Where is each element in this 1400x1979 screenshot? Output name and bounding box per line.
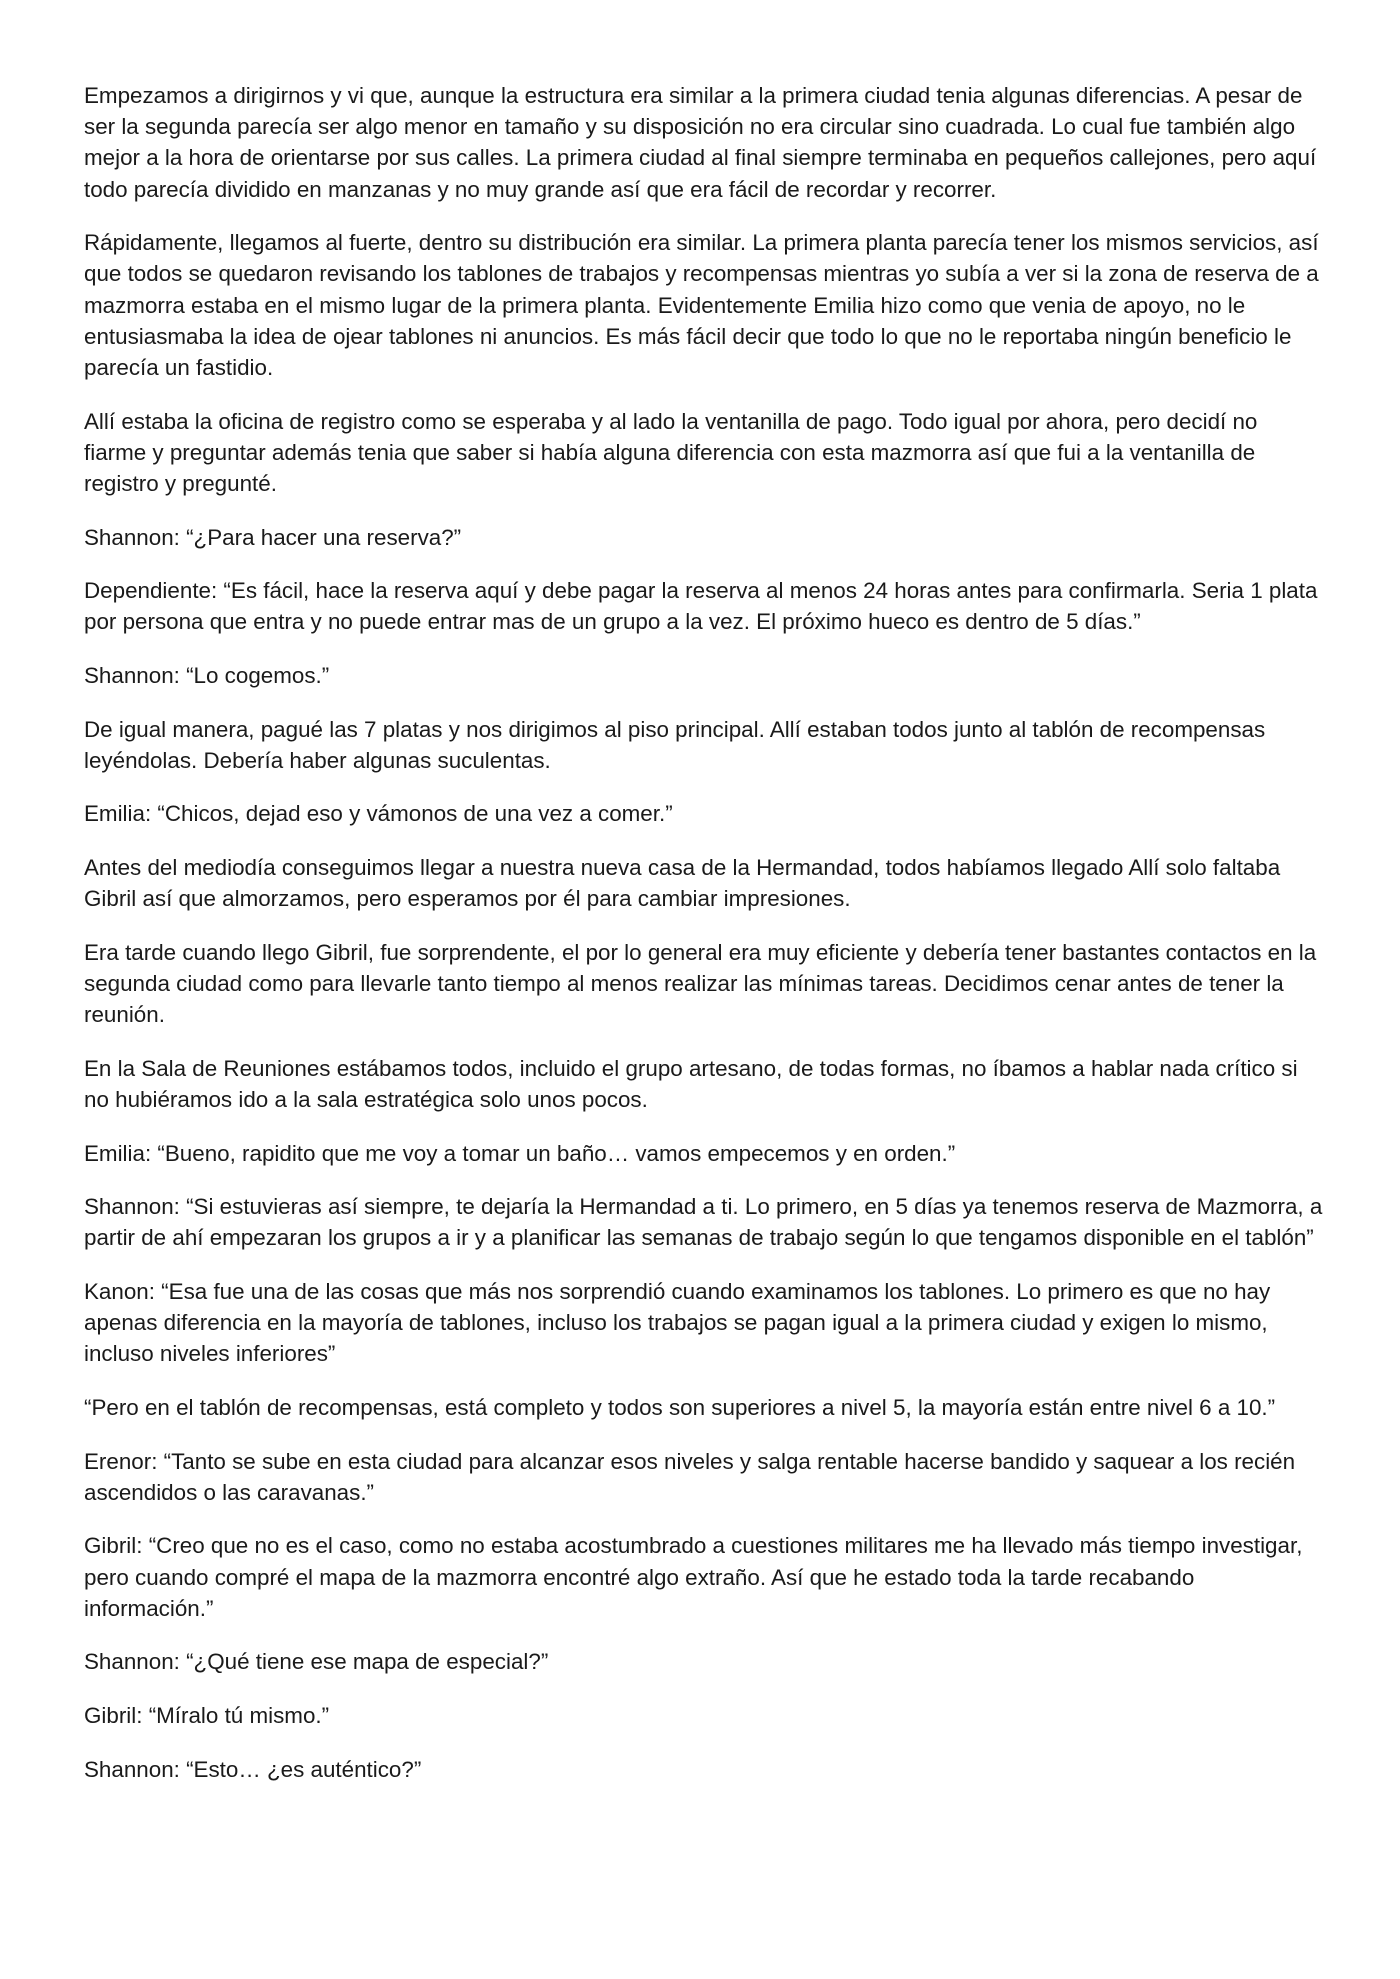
paragraph-3: Allí estaba la oficina de registro como se esperaba y al lado la ventanilla de pago. Todo igual por ahora, pero decidí no fiarme y preguntar además tenia que saber si había alguna diferencia con esta mazmorra así que fui a la ventanilla de registro y pregunté. <box>84 408 1258 497</box>
dialogue-shannon-cogemos: Shannon: “Lo cogemos.” <box>84 663 330 688</box>
dialogue-shannon-autentico: Shannon: “Esto… ¿es auténtico?” <box>84 1756 422 1782</box>
dialogue-shannon-especial: Shannon: “¿Qué tiene ese mapa de especial?” <box>84 1649 549 1675</box>
dialogue-emilia-comer: Emilia: “Chicos, dejad eso y vámonos de una vez a comer.” <box>84 801 673 827</box>
dialogue-shannon-hermandad: Shannon: “Si estuvieras así siempre, te dejaría la Hermandad a ti. Lo primero, en 5 días ya tenemos reserva de Mazmorra, a partir de ahí empezaran los grupos a ir y a planificar las semanas de trabajo según lo que tengamos disponible en el tablón” <box>84 1194 1323 1251</box>
paragraph-11: En la Sala de Reuniones estábamos todos, incluido el grupo artesano, de todas formas, no íbamos a hablar nada crítico si no hubiéramos ido a la sala estratégica solo unos pocos. <box>84 1055 1298 1112</box>
dialogue-dependiente: Dependiente: “Es fácil, hace la reserva aquí y debe pagar la reserva al menos 24 horas antes para confirmarla. Seria 1 plata por persona que entra y no puede entrar mas de un grupo a la vez. El próximo hueco es dentro de 5 días.” <box>84 578 1318 635</box>
dialogue-erenor: Erenor: “Tanto se sube en esta ciudad para alcanzar esos niveles y salga rentable hacerse bandido y saquear a los recién ascendidos o las caravanas.” <box>84 1448 1296 1505</box>
paragraph-9: Antes del mediodía conseguimos llegar a nuestra nueva casa de la Hermandad, todos habíamos llegado Allí solo faltaba Gibril así que almorzamos, pero esperamos por él para cambiar impresiones. <box>84 854 1281 912</box>
document-page <box>84 80 1324 1807</box>
dialogue-gibril-miralo: Gibril: “Míralo tú mismo.” <box>84 1702 330 1728</box>
dialogue-gibril-mapa: Gibril: “Creo que no es el caso, como no estaba acostumbrado a cuestiones militares me ha llevado más tiempo investigar, pero cuando compré el mapa de la mazmorra encontré algo extraño. Así que he estado toda la tarde recabando información.” <box>84 1533 1303 1621</box>
dialogue-kanon-continued: “Pero en el tablón de recompensas, está completo y todos son superiores a nivel 5, la mayoría están entre nivel 6 a 10.” <box>84 1394 1276 1420</box>
paragraph-2: Rápidamente, llegamos al fuerte, dentro su distribución era similar. La primera planta parecía tener los mismos servicios, así que todos se quedaron revisando los tablones de trabajos y recompensas mientras yo subía a ver si la zona de reserva de a mazmorra estaba en el mismo lugar de la primera planta. Evidentemente Emilia hizo como que venia de apoyo, no le entusiasmaba la idea de ojear tablones ni anuncios. Es más fácil decir que todo lo que no le reportaba ningún beneficio le parecía un fastidio. <box>84 230 1319 381</box>
dialogue-shannon-reserva: Shannon: “¿Para hacer una reserva?” <box>84 524 462 550</box>
paragraph-10: Era tarde cuando llego Gibril, fue sorprendente, el por lo general era muy eficiente y debería tener bastantes contactos en la segunda ciudad como para llevarle tanto tiempo al menos realizar las mínimas tareas. Decidimos cenar antes de tener la reunión. <box>84 939 1317 1028</box>
paragraph-1: Empezamos a dirigirnos y vi que, aunque la estructura era similar a la primera ciudad tenia algunas diferencias. A pesar de ser la segunda parecía ser algo menor en tamaño y su disposición no era circular sino cuadrada. Lo cual fue también algo mejor a la hora de orientarse por sus calles. La primera ciudad al final siempre terminaba en pequeños callejones, pero aquí todo parecía dividido en manzanas y no muy grande así que era fácil de recordar y recorrer. <box>84 83 1317 202</box>
paragraph-7: De igual manera, pagué las 7 platas y nos dirigimos al piso principal. Allí estaban todos junto al tablón de recompensas leyéndolas. Debería haber algunas suculentas. <box>84 716 1266 773</box>
dialogue-kanon: Kanon: “Esa fue una de las cosas que más nos sorprendió cuando examinamos los tablones. Lo primero es que no hay apenas diferencia en la mayoría de tablones, incluso los trabajos se pagan igual a la primera ciudad y exigen lo mismo, incluso niveles inferiores” <box>84 1278 1271 1367</box>
dialogue-emilia-bano: Emilia: “Bueno, rapidito que me voy a tomar un baño… vamos empecemos y en orden.” <box>84 1140 956 1166</box>
